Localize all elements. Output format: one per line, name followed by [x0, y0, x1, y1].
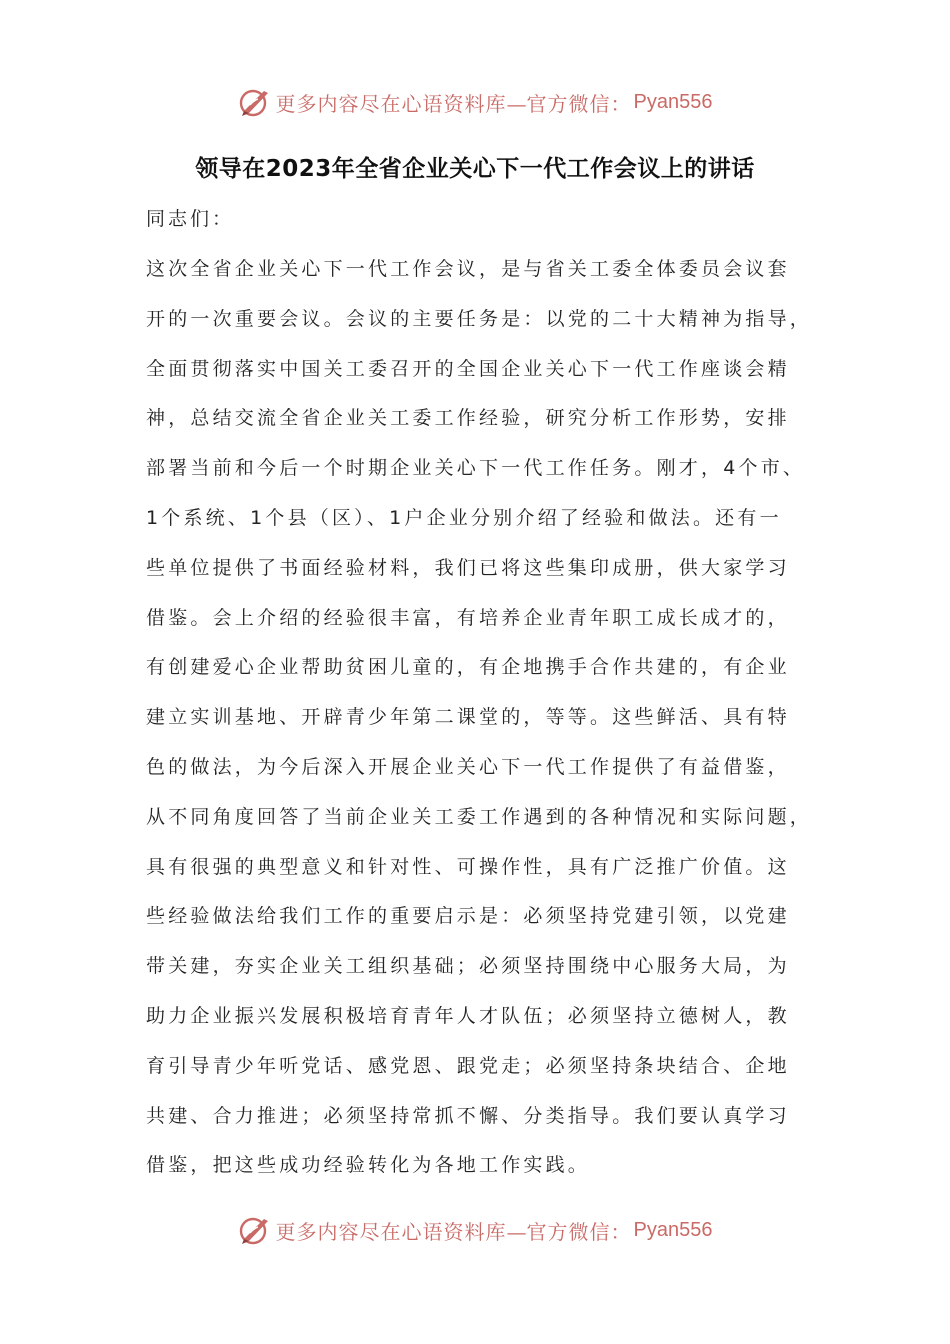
paragraph-line: 借鉴，把这些成功经验转化为各地工作实践。 — [146, 1154, 591, 1177]
paragraph-line: 建立实训基地、开辟青少年第二课堂的，等等。这些鲜活、具有特 — [146, 706, 790, 729]
footer-watermark-banner — [0, 1208, 950, 1252]
greeting: 同志们： — [146, 208, 235, 230]
paragraph-line: 从不同角度回答了当前企业关工委工作遇到的各种情况和实际问题， — [146, 805, 813, 828]
paragraph-line: 神，总结交流全省企业关工委工作经验，研究分析工作形势，安排 — [146, 407, 790, 430]
wechat-id: Pyan556 — [633, 90, 713, 113]
paragraph-line: 全面贯彻落实中国关工委召开的全国企业关心下一代工作座谈会精 — [146, 357, 790, 380]
paragraph-line: 些单位提供了书面经验材料，我们已将这些集印成册，供大家学习 — [146, 556, 790, 579]
document-title: 领导在2023年全省企业关心下一代工作会议上的讲话 — [195, 156, 755, 182]
paragraph-line: 育引导青少年听党话、感党恩、跟党走；必须坚持条块结合、企地 — [146, 1054, 790, 1077]
paragraph-line: 些经验做法给我们工作的重要启示是：必须坚持党建引领，以党建 — [146, 905, 790, 928]
pen-logo-icon — [238, 85, 272, 119]
paragraph-line: 共建、合力推进；必须坚持常抓不懈、分类指导。我们要认真学习 — [146, 1104, 790, 1127]
paragraph-line: 部署当前和今后一个时期企业关心下一代工作任务。刚才，4个市、 — [146, 457, 806, 480]
paragraph-line: 1个系统、1个县（区）、1户企业分别介绍了经验和做法。还有一 — [146, 507, 782, 529]
paragraph-line: 色的做法，为今后深入开展企业关心下一代工作提供了有益借鉴， — [146, 756, 790, 778]
wechat-id: Pyan556 — [633, 1218, 713, 1241]
watermark-text: 更多内容尽在心语资料库—官方微信： — [275, 91, 632, 116]
paragraph-line: 有创建爱心企业帮助贫困儿童的，有企地携手合作共建的，有企业 — [146, 656, 790, 679]
paragraph-line: 这次全省企业关心下一代工作会议，是与省关工委全体委员会议套 — [146, 258, 790, 280]
paragraph-line: 借鉴。会上介绍的经验很丰富，有培养企业青年职工成长成才的， — [146, 606, 790, 629]
watermark-text: 更多内容尽在心语资料库—官方微信： — [275, 1219, 632, 1244]
paragraph-line: 助力企业振兴发展积极培育青年人才队伍；必须坚持立德树人，教 — [146, 1005, 790, 1027]
paragraph-line: 开的一次重要会议。会议的主要任务是：以党的二十大精神为指导， — [146, 307, 813, 330]
pen-logo-icon — [238, 1213, 272, 1247]
paragraph-line: 带关建，夯实企业关工组织基础；必须坚持围绕中心服务大局，为 — [146, 955, 790, 978]
header-watermark-banner — [0, 80, 950, 124]
paragraph-line: 具有很强的典型意义和针对性、可操作性，具有广泛推广价值。这 — [146, 855, 790, 878]
